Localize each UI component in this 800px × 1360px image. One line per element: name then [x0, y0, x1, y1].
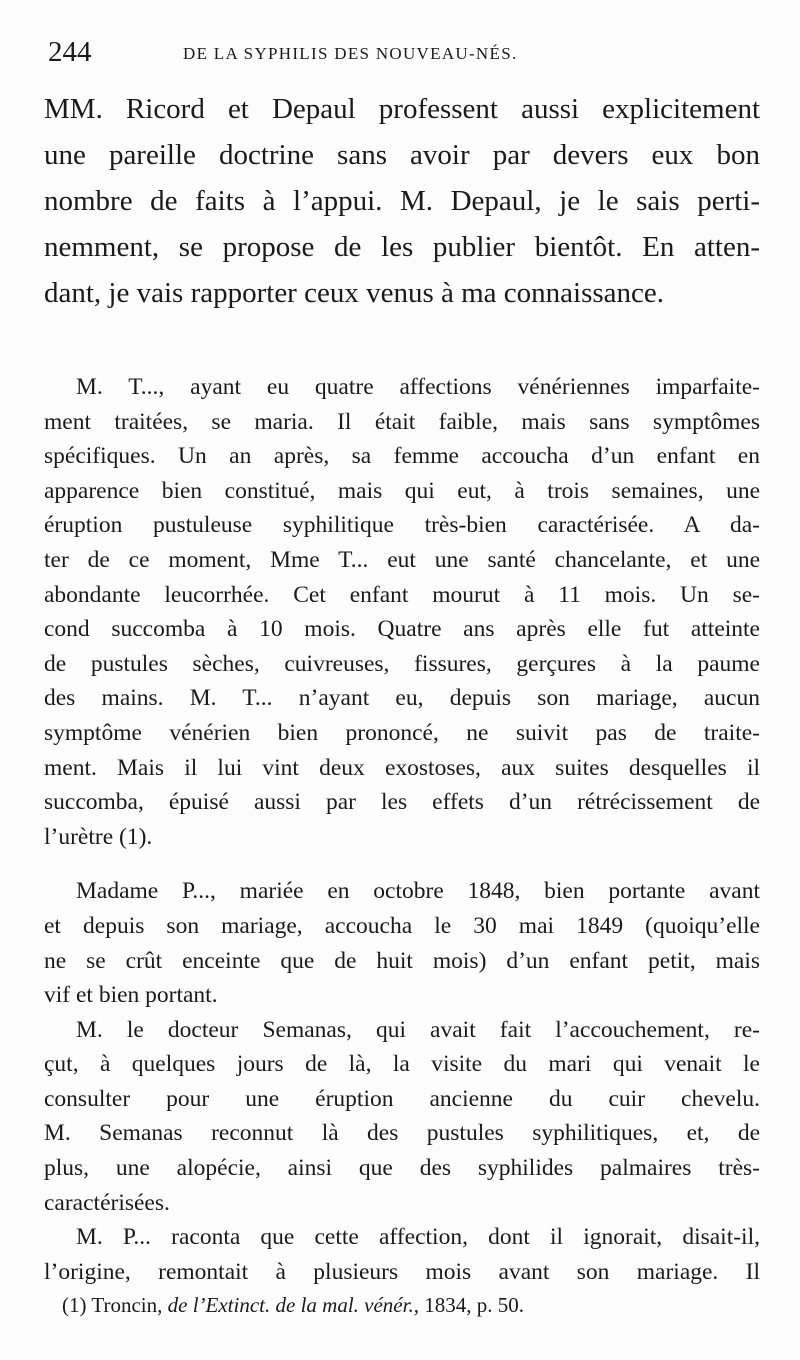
- running-head: DE LA SYPHILIS DES NOUVEAU-NÉS.: [183, 44, 518, 63]
- footnote-marker: (1): [62, 1293, 87, 1317]
- text-line: symptôme vénérien bien prononcé, ne suivit pas de traite-: [44, 719, 760, 746]
- page-number: 244: [48, 36, 92, 68]
- text-line: caractérisées.: [44, 1189, 170, 1216]
- text-line: succomba, épuisé aussi par les effets d’un rétrécissement de: [44, 789, 760, 816]
- page-header: [48, 36, 768, 72]
- semanas-paragraph: [44, 1013, 760, 1221]
- text-line: vif et bien portant.: [44, 982, 218, 1009]
- text-line: M. Semanas reconnut là des pustules syphilitiques, et, de: [44, 1120, 760, 1147]
- text-line: çut, à quelques jours de là, la visite du mari qui venait le: [44, 1051, 760, 1078]
- text-line: Madame P..., mariée en octobre 1848, bien portante avant: [76, 878, 760, 905]
- text-line: l’origine, remontait à plusieurs mois avant son mariage. Il: [44, 1258, 760, 1285]
- text-line: spécifiques. Un an après, sa femme accoucha d’un enfant en: [44, 443, 760, 470]
- footnote-title: de l’Extinct. de la mal. vénér.: [167, 1293, 414, 1317]
- text-line: dant, je vais rapporter ceux venus à ma connaissance.: [44, 277, 665, 309]
- text-line: nombre de faits à l’appui. M. Depaul, je le sais perti-: [44, 185, 760, 217]
- text-line: ter de ce moment, Mme T... eut une santé chancelante, et une: [44, 546, 760, 573]
- text-line: et depuis son mariage, accoucha le 30 mai 1849 (quoiqu’elle: [44, 912, 760, 939]
- footnote: [62, 1293, 524, 1318]
- text-line: éruption pustuleuse syphilitique très-bien caractérisée. A da-: [44, 512, 760, 539]
- text-line: M. T..., ayant eu quatre affections vénériennes imparfaite-: [76, 374, 760, 400]
- body-text: [44, 86, 760, 1289]
- footnote-author: Troncin,: [91, 1293, 163, 1317]
- text-line: de pustules sèches, cuivreuses, fissures, gerçures à la paume: [44, 650, 760, 677]
- text-line: consulter pour une éruption ancienne du cuir chevelu.: [44, 1085, 760, 1112]
- text-line: ment. Mais il lui vint deux exostoses, aux suites desquelles il: [44, 754, 760, 781]
- text-line: apparence bien constitué, mais qui eut, à trois semaines, une: [44, 477, 760, 504]
- text-line: MM. Ricord et Depaul professent aussi explicitement: [44, 93, 760, 125]
- text-line: des mains. M. T... n’ayant eu, depuis son mariage, aucun: [44, 685, 760, 712]
- text-line: M. le docteur Semanas, qui avait fait l’accouchement, re-: [76, 1016, 760, 1043]
- text-line: ment traitées, se maria. Il était faible, mais sans symptômes: [44, 408, 760, 435]
- footnote-rest: , 1834, p. 50.: [413, 1293, 524, 1317]
- text-line: abondante leucorrhée. Cet enfant mourut à 11 mois. Un se-: [44, 581, 760, 608]
- text-line: plus, une alopécie, ainsi que des syphilides palmaires très-: [44, 1155, 760, 1182]
- case-p-paragraph: [44, 874, 760, 1012]
- text-line: une pareille doctrine sans avoir par devers eux bon: [44, 139, 760, 171]
- text-line: cond succomba à 10 mois. Quatre ans après elle fut atteinte: [44, 616, 760, 643]
- text-line: M. P... raconta que cette affection, dont il ignorait, disait-il,: [76, 1224, 760, 1251]
- case-t-paragraph: [44, 370, 760, 854]
- intro-paragraph: [44, 86, 760, 316]
- text-line: nemment, se propose de les publier bientôt. En atten-: [44, 231, 760, 263]
- text-line: ne se crût enceinte que de huit mois) d’un enfant petit, mais: [44, 947, 760, 974]
- mp-paragraph: [44, 1220, 760, 1289]
- text-line: l’urètre (1).: [44, 823, 153, 850]
